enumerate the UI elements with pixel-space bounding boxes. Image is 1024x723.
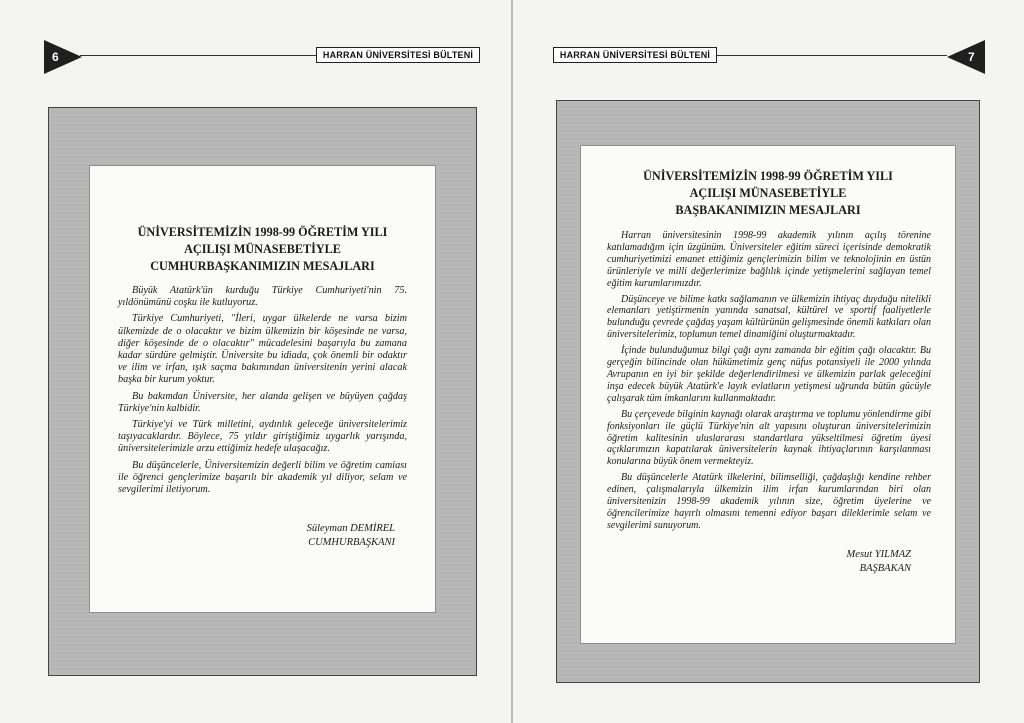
page-number-badge [947,40,985,74]
header-rule [80,55,316,56]
signature-name: Mesut YILMAZ [846,548,911,560]
paragraph: Düşünceye ve bilime katkı sağlamanın ve ülkemizin ihtiyaç duyduğu nitelikli elemanları yetiştirmenin yanında sanatsal, kültürel ve sportif faaliyetlerle bulunduğu çevrede çağdaş yaşam kültürünün gelişmesinde önemli katkıları olan üniversitelerimiz, toplumun temel dinamiğini oluşturmaktadır. [607,293,931,341]
paragraph: Bu düşüncelerle, Üniversitemizin değerli bilim ve öğretim camiası ile öğrenci gençlerimize başarılı bir akademik yıl diliyor, selam ve sevgilerimi iletiyorum. [118,459,407,496]
signature-title: BAŞBAKAN [859,562,911,574]
title-line: AÇILIŞI MÜNASEBETİYLE [689,186,847,200]
signature [90,522,435,550]
message-frame [556,100,980,683]
message-body [581,219,955,532]
bulletin-header: HARRAN ÜNİVERSİTESİ BÜLTENİ [553,47,717,63]
message-body [90,275,435,496]
title-line: ÜNİVERSİTEMİZİN 1998-99 ÖĞRETİM YILI [643,169,893,183]
title-line: BAŞBAKANIMIZIN MESAJLARI [675,203,861,217]
paragraph: Türkiye Cumhuriyeti, "İleri, uygar ülkelerde ne varsa bizim ülkemizde de o olacaktır ve bizim ülkemizin bir köşesinde ne varsa, diğer köşesinde de o olacaktır" mücadelesini başarıyla bu zamana kadar sürdüre gelmiştir. Üniversite bu idiada, çok önemli bir odaktır ve ilim ve irfan, ışık saçma bakımından üniversitenin yerini alacak başka bir kurum yoktur. [118,313,407,386]
title-line: ÜNİVERSİTEMİZİN 1998-99 ÖĞRETİM YILI [137,225,388,239]
page-number: 6 [52,50,59,64]
bulletin-header: HARRAN ÜNİVERSİTESİ BÜLTENİ [316,47,480,63]
message-title [90,224,435,275]
page-number: 7 [968,50,975,64]
title-line: CUMHURBAŞKANIMIZIN MESAJLARI [150,259,375,273]
page-number-badge [44,40,82,74]
signature-name: Süleyman DEMİREL [306,523,395,535]
left-page [0,0,511,723]
title-line: AÇILIŞI MÜNASEBETİYLE [184,242,341,256]
signature-title: CUMHURBAŞKANI [308,537,395,549]
paragraph: Harran üniversitesinin 1998-99 akademik yılının açılış törenine katılamadığım için üzgünüm. Üniversiteler eğitim süreci içerisinde demokratik cumhuriyetimizi emanet ettiğimiz gençlerimizin bilim ve teknolojinin en üstün ürünleriyle ve milli değerlerimize bağlılık içinde yetişmelerini sağlayan temel eğitim kurumlarımızdır. [607,230,931,289]
paragraph: Büyük Atatürk'ün kurduğu Türkiye Cumhuriyeti'nin 75. yıldönümünü coşku ile kutluyoruz. [118,285,407,309]
message-title [581,168,955,219]
paragraph: Türkiye'yi ve Türk milletini, aydınlık geleceğe üniversitelerimiz taşıyacaklardır. Böylece, 75 yıldır giriştiğimiz uygarlık yarışında, üniversitelerimizle arzu ettiğimiz hedefe ulaşacağız. [118,419,407,455]
header-rule [717,55,947,56]
message-frame [48,107,477,676]
paragraph: Bu düşüncelerle Atatürk ilkelerini, bilimselliği, çağdaşlığı kendine rehber edinen, çalışmalarıyla ülkemizin ilim irfan kurumlarından biri olan üniversitenizin 1998-99 akademik yılının size, öğretim üyelerine ve öğrencilerimize hayırlı olmasını temenni ediyor başarı dileklerimle selam ve sevgilerimi sunuyorum. [607,472,931,531]
paragraph: Bu çerçevede bilginin kaynağı olarak araştırma ve toplumu yönlendirme gibi fonksiyonları ile güçlü Türkiye'nin alt yapısını oluşturan üniversitelerimizin öğretim kalitesinin uluslararası standartlara yükseltilmesi öğretim üyesi açıklarımızın kapatılarak üniversitelerin kaynak ihtiyaçlarının karşılanması konularına büyük önem vermekteyiz. [607,408,931,468]
message-box [580,145,956,644]
message-box [89,165,436,613]
paragraph: Bu bakımdan Üniversite, her alanda gelişen ve büyüyen çağdaş Türkiye'nin kalbidir. [118,390,407,414]
signature [581,548,955,576]
paragraph: İçinde bulunduğumuz bilgi çağı aynı zamanda bir eğitim çağı olacaktır. Bu gerçeğin bilincinde olan hükümetimiz genç nüfus potansiyeli ile 2000 yılında Avrupanın en iyi bir şekilde değerlendirilmesi ve ülkemizin parlak geleceğini inşa edecek büyük Atatürk'e layık evlatların yetişmesi uğrunda bütün gücüyle çalışarak tüm imkanlarını kullanmaktadır. [607,345,931,404]
